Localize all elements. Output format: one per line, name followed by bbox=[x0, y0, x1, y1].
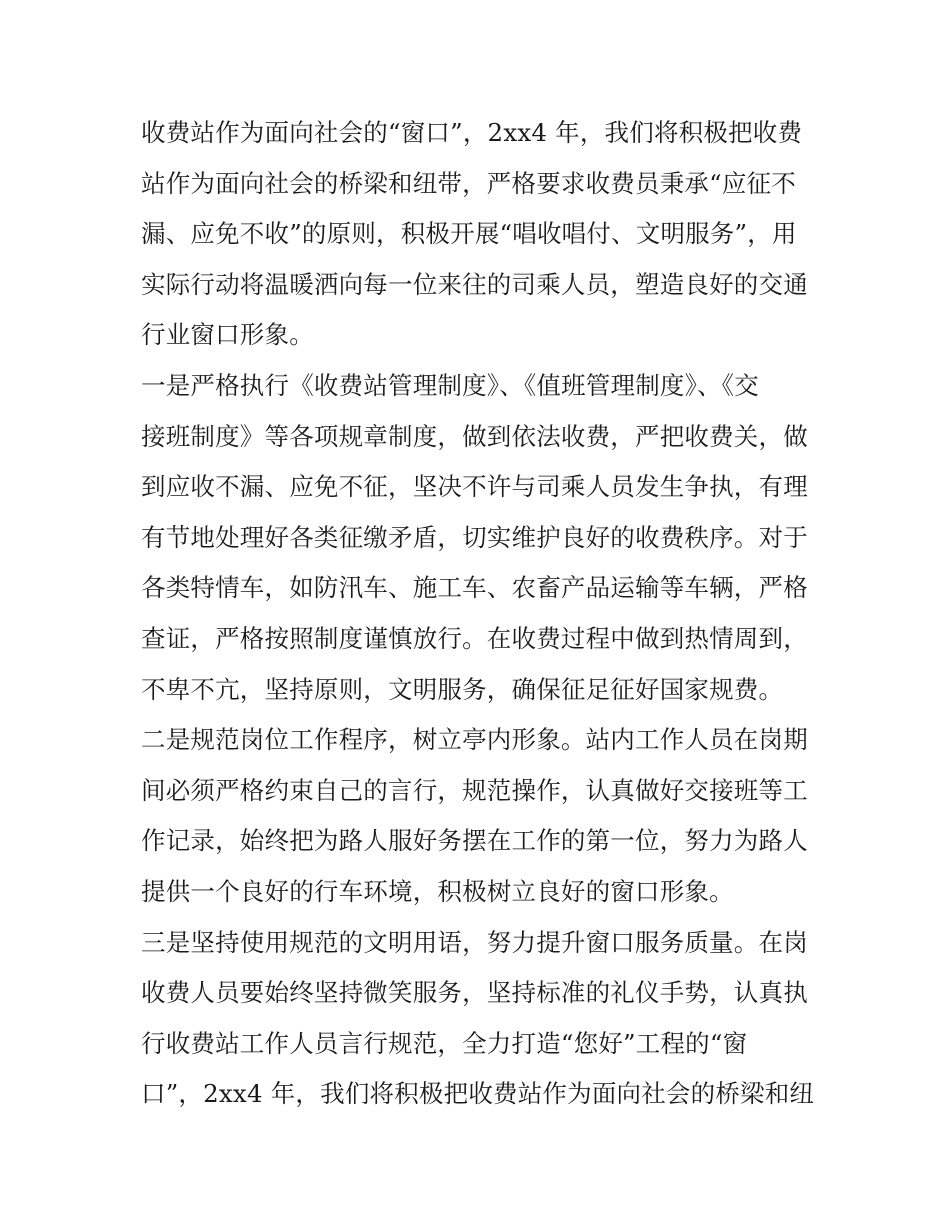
text-line: 查证，严格按照制度谨慎放行。在收费过程中做到热情周到， bbox=[141, 623, 808, 653]
text-line: 口”，2xx4 年，我们将积极把收费站作为面向社会的桥梁和纽 bbox=[141, 1079, 815, 1109]
text-line: 间必须严格约束自己的言行，规范操作，认真做好交接班等工 bbox=[141, 775, 808, 805]
text-line: 行收费站工作人员言行规范，全力打造“您好”工程的“窗 bbox=[141, 1028, 748, 1058]
text-line: 实际行动将温暖洒向每一位来往的司乘人员，塑造良好的交通 bbox=[141, 269, 808, 299]
document-body bbox=[141, 108, 821, 1120]
text-line: 收费人员要始终坚持微笑服务，坚持标准的礼仪手势，认真执 bbox=[141, 978, 808, 1008]
text-line: 行业窗口形象。 bbox=[141, 320, 314, 350]
text-line: 到应收不漏、应免不征，坚决不许与司乘人员发生争执，有理 bbox=[141, 472, 808, 502]
text-line: 作记录，始终把为路人服好务摆在工作的第一位，努力为路人 bbox=[141, 826, 808, 856]
text-line: 有节地处理好各类征缴矛盾，切实维护良好的收费秩序。对于 bbox=[141, 522, 808, 552]
text-line: 三是坚持使用规范的文明用语，努力提升窗口服务质量。在岗 bbox=[141, 927, 808, 957]
text-line: 一是严格执行《收费站管理制度》、《值班管理制度》、《交 bbox=[141, 370, 759, 400]
text-line: 站作为面向社会的桥梁和纽带，严格要求收费员秉承“应征不 bbox=[141, 168, 796, 198]
text-line: 二是规范岗位工作程序，树立亭内形象。站内工作人员在岗期 bbox=[141, 725, 808, 755]
text-line: 漏、应免不收”的原则，积极开展“唱收唱付、文明服务”，用 bbox=[141, 219, 797, 249]
text-line: 各类特情车，如防汛车、施工车、农畜产品运输等车辆，严格 bbox=[141, 573, 808, 603]
text-line: 提供一个良好的行车环境，积极树立良好的窗口形象。 bbox=[141, 876, 734, 906]
text-line: 收费站作为面向社会的“窗口”，2xx4 年，我们将积极把收费 bbox=[141, 118, 803, 147]
text-line: 接班制度》等各项规章制度，做到依法收费，严把收费关，做 bbox=[141, 421, 808, 451]
text-line: 不卑不亢，坚持原则，文明服务，确保征足征好国家规费。 bbox=[141, 674, 784, 704]
